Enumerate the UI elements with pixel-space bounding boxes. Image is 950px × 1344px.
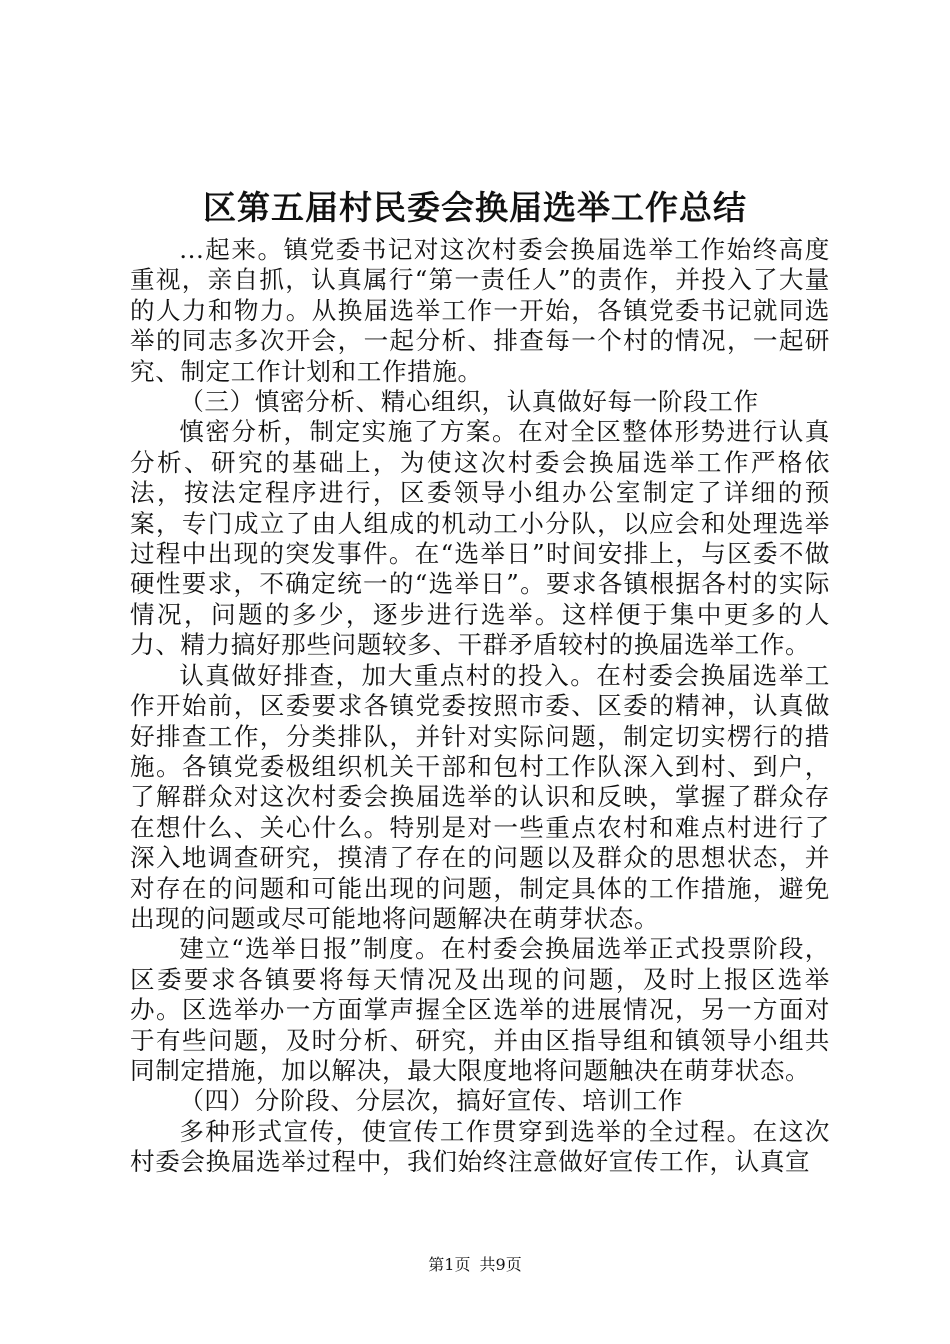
page-footer: [0, 1254, 950, 1276]
section-heading-3: （三）慎密分析、精心组织，认真做好每一阶段工作: [179, 387, 759, 417]
paragraph-5: 多种形式宣传，使宣传工作贯穿到选举的全过程。在这次村委会换届选举过程中，我们始终注意做好宣传工作，认真宣: [130, 1116, 830, 1177]
document-body: [130, 235, 830, 1178]
document-title: 区第五届村民委会换届选举工作总结: [203, 188, 747, 227]
section-heading-4: （四）分阶段、分层次，搞好宣传、培训工作: [179, 1086, 684, 1116]
paragraph-3: 认真做好排查，加大重点村的投入。在村委会换届选举工作开始前，区委要求各镇党委按照市委、区委的精神，认真做好排查工作，分类排队，并针对实际问题，制定切实楞行的措施。各镇党委极组织机关干部和包村工作队深入到村、到户，了解群众对这次村委会换届选举的认识和反映，掌握了群众存在想什么、关心什么。特别是对一些重点农村和难点村进行了深入地调查研究，摸清了存在的问题以及群众的思想状态，并对存在的问题和可能出现的问题，制定具体的工作措施，避免出现的问题或尽可能地将问题解决在萌芽状态。: [130, 660, 830, 933]
paragraph-4: 建立“选举日报”制度。在村委会换届选举正式投票阶段，区委要求各镇要将每天情况及出现的问题，及时上报区选举办。区选举办一方面掌声握全区选举的进展情况，另一方面对于有些问题，及时分析、研究，并由区指导组和镇领导小组共同制定措施，加以解决，最大限度地将问题触决在萌芽状态。: [130, 934, 830, 1085]
paragraph-2: 慎密分析，制定实施了方案。在对全区整体形势进行认真分析、研究的基础上，为使这次村委会换届选举工作严格依法，按法定程序进行，区委领导小组办公室制定了详细的预案，专门成立了由人组成的机动工小分队，以应会和处理选举过程中出现的突发事件。在“选举日”时间安排上，与区委不做硬性要求，不确定统一的“选举日”。要求各镇根据各村的实际情况，问题的多少，逐步进行选举。这样便于集中更多的人力、精力搞好那些问题较多、干群矛盾较村的换届选举工作。: [130, 417, 830, 660]
paragraph-1: ...起来。镇党委书记对这次村委会换届选举工作始终高度重视，亲自抓，认真属行“第一责任人”的责作，并投入了大量的人力和物力。从换届选举工作一开始，各镇党委书记就同选举的同志多次开会，一起分析、排查每一个村的情况，一起研究、制定工作计划和工作措施。: [130, 235, 830, 386]
page-total: 共9页: [479, 1255, 522, 1274]
page-number: 第1页: [428, 1255, 471, 1274]
